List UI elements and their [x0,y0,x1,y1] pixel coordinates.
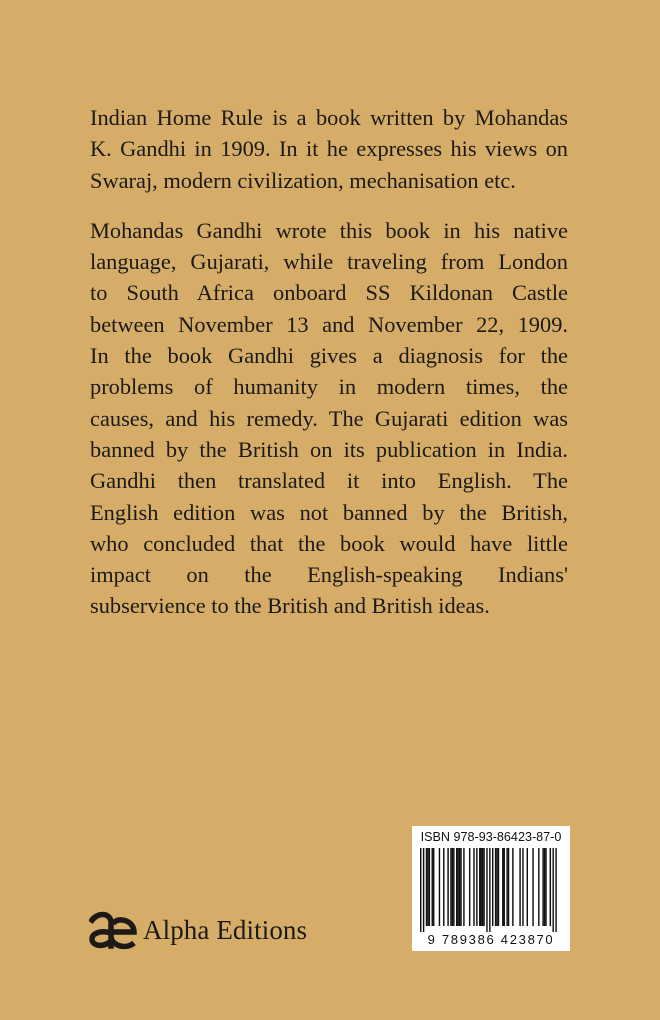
barcode-bar [459,848,460,926]
barcode-bar [532,848,533,926]
barcode-bar [502,848,503,926]
blurb-line: between November 13 and November 22, 1909. [90,311,568,337]
blurb-line: causes, and his remedy. The Gujarati edition was [90,405,568,431]
barcode-bar [460,848,461,926]
blurb-line: Gandhi then translated it into English. The [90,468,568,494]
barcode-guard-bar [552,848,553,932]
barcode-bar [463,848,464,926]
barcode-bar [447,848,448,926]
barcode-bar [496,848,497,926]
blurb-line: K. Gandhi in 1909. In it he expresses his views on [90,136,568,162]
barcode-bar [456,848,457,926]
barcode-bar [469,848,470,926]
barcode-bar [508,848,509,926]
blurb-line: language, Gujarati, while traveling from London [90,249,568,275]
barcode-bar [476,848,477,926]
isbn-barcode [412,826,570,951]
blurb-line: In the book Gandhi gives a diagnosis for the [90,343,568,369]
publisher-name: Alpha Editions [143,914,308,945]
blurb-paragraph-2 [90,215,568,622]
barcode-bar [519,848,520,926]
blurb-line: Swaraj, modern civilization, mechanisation etc. [90,167,516,193]
alpha-editions-logo-icon [89,908,137,952]
barcode-guard-bar [555,848,556,932]
barcode-bar [483,848,484,926]
barcode-bar [527,848,528,926]
blurb-paragraph-1 [90,102,568,196]
barcode-bar [427,848,428,926]
barcode-guard-bar [423,848,424,932]
barcode-bar [550,848,551,926]
blurb-line: to South Africa onboard SS Kildonan Castle [90,280,568,306]
barcode-bar [443,848,444,926]
blurb-line: Mohandas Gandhi wrote this book in his native [90,217,568,243]
barcode-bar [544,848,545,926]
barcode-guard-bar [420,848,421,932]
barcode-bar [432,848,433,926]
blurb-line: problems of humanity in modern times, the [90,374,568,400]
barcode-bar [482,848,483,926]
barcode-bar [429,848,430,926]
barcode-digits: 9 789386 423870 [427,932,555,947]
blurb-line: banned by the British on its publication in India. [90,436,568,462]
barcode-bar [495,848,496,926]
barcode-bar [542,848,543,926]
barcode-bar [512,848,513,926]
blurb-line: Indian Home Rule is a book written by Mohandas [90,105,568,130]
barcode-bar [457,848,458,926]
isbn-label: ISBN 978-93-86423-87-0 [420,830,562,844]
barcode-guard-bar [489,848,490,932]
barcode-bar [479,848,480,926]
barcode-bar [492,848,493,926]
barcode-bar [504,848,505,926]
barcode-bar [433,848,434,926]
barcode-bars [419,848,563,932]
blurb-line: English edition was not banned by the British, [90,499,568,525]
barcode-bar [473,848,474,926]
barcode-bar [452,848,453,926]
barcode-guard-bar [486,848,487,932]
barcode-bar [538,848,539,926]
blurb-line: subservience to the British and British ideas. [90,593,490,619]
barcode-bar [522,848,523,926]
barcode-bar [545,848,546,926]
publisher-imprint [89,908,307,952]
barcode-bar [498,848,499,926]
barcode-bar [506,848,507,926]
blurb-line: impact on the English-speaking Indians' [90,562,568,588]
blurb-line: who concluded that the book would have little [90,530,568,556]
barcode-bar [426,848,427,926]
barcode-bar [450,848,451,926]
back-cover-blurb [90,102,568,622]
barcode-bar [439,848,440,926]
barcode-bar [480,848,481,926]
barcode-bar [453,848,454,926]
